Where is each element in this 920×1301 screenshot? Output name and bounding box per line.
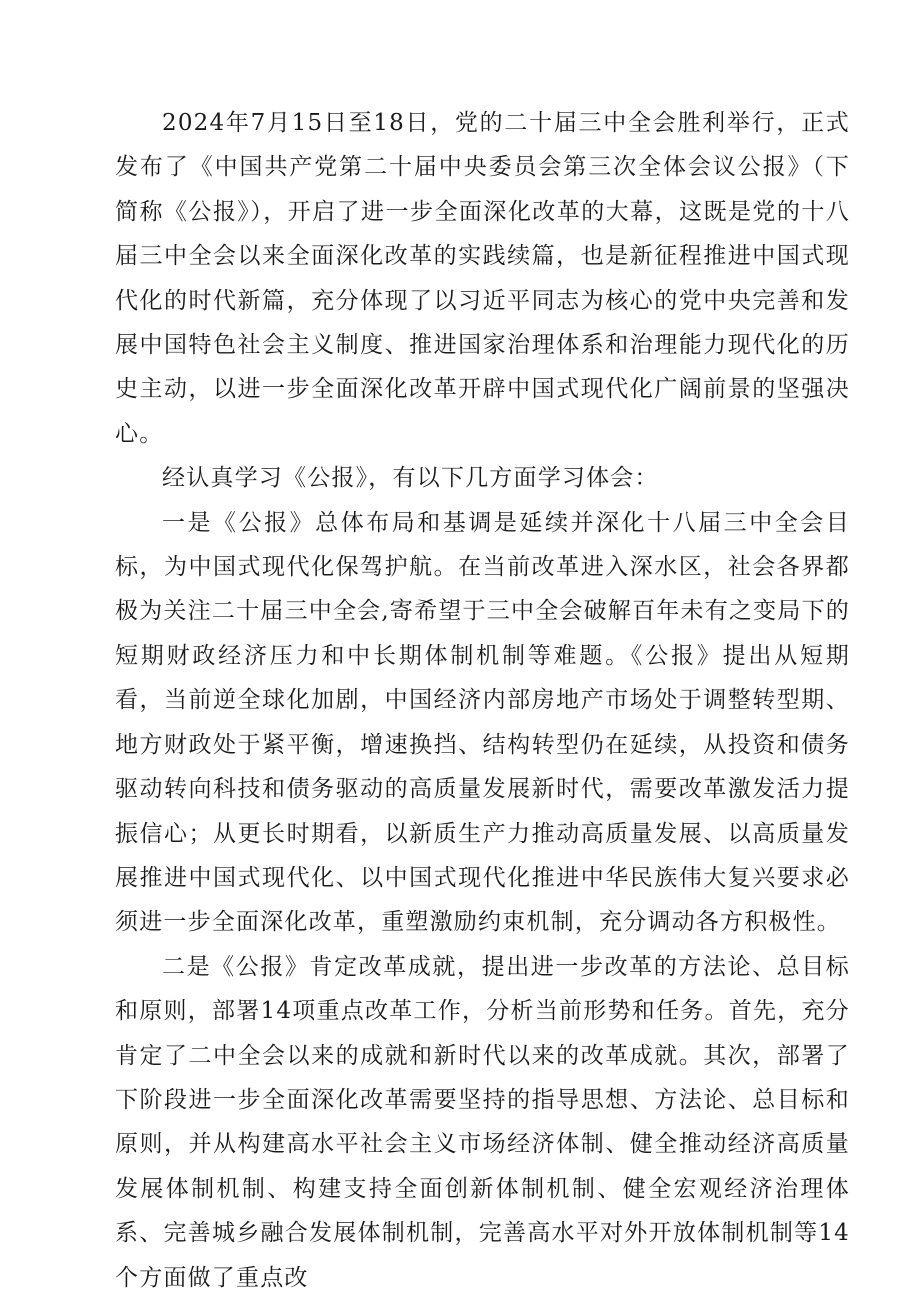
document-body: [115, 101, 850, 1300]
paragraph-intro: 2024年7月15日至18日，党的二十届三中全会胜利举行，正式发布了《中国共产党第二十届中央委员会第三次全体会议公报》（下简称《公报》），开启了进一步全面深化改革的大幕，这既是党的十八届三中全会以来全面深化改革的实践续篇，也是新征程推进中国式现代化的时代新篇，充分体现了以习近平同志为核心的党中央完善和发展中国特色社会主义制度、推进国家治理体系和治理能力现代化的历史主动，以进一步全面深化改革开辟中国式现代化广阔前景的坚强决心。: [115, 110, 850, 447]
paragraph-point-one: 一是《公报》总体布局和基调是延续并深化十八届三中全会目标，为中国式现代化保驾护航。在当前改革进入深水区，社会各界都极为关注二十届三中全会,寄希望于三中全会破解百年未有之变局下的短期财政经济压力和中长期体制机制等难题。《公报》提出从短期看，当前逆全球化加剧，中国经济内部房地产市场处于调整转型期、地方财政处于紧平衡，增速换挡、结构转型仍在延续，从投资和债务驱动转向科技和债务驱动的高质量发展新时代，需要改革激发活力提振信心；从更长时期看，以新质生产力推动高质量发展、以高质量发展推进中国式现代化、以中国式现代化推进中华民族伟大复兴要求必须进一步全面深化改革，重塑激励约束机制，充分调动各方积极性。: [115, 509, 850, 936]
paragraph-point-two: 二是《公报》肯定改革成就，提出进一步改革的方法论、总目标和原则，部署14项重点改革工作，分析当前形势和任务。首先，充分肯定了二中全会以来的成就和新时代以来的改革成就。其次，部署了下阶段进一步全面深化改革需要坚持的指导思想、方法论、总目标和原则，并从构建高水平社会主义市场经济体制、健全推动经济高质量发展体制机制、构建支持全面创新体制机制、健全宏观经济治理体系、完善城乡融合发展体制机制，完善高水平对外开放体制机制等14个方面做了重点改: [115, 953, 850, 1291]
paragraph-study-summary: 经认真学习《公报》，有以下几方面学习体会：: [162, 465, 659, 492]
